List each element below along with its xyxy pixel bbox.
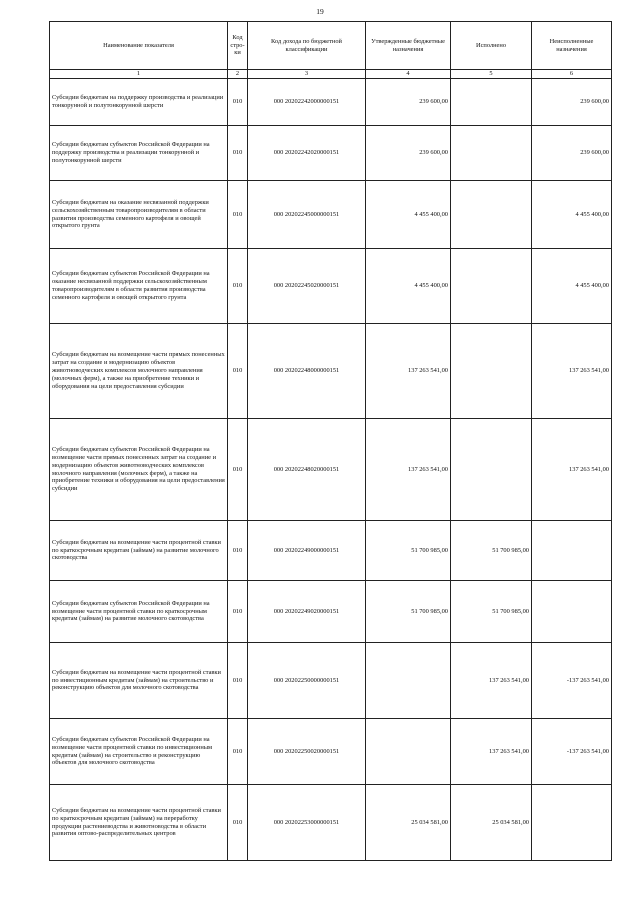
column-number-row (50, 70, 612, 79)
row-revenue-code: 000 20202249020000151 (248, 581, 366, 643)
row-approved (366, 719, 451, 785)
table-row (50, 181, 612, 249)
row-revenue-code: 000 20202253000000151 (248, 785, 366, 861)
table-row (50, 79, 612, 126)
row-unexecuted: 4 455 400,00 (532, 181, 612, 249)
table-row (50, 324, 612, 419)
row-line-code: 010 (228, 785, 248, 861)
row-executed (451, 79, 532, 126)
table-header-row (50, 22, 612, 70)
row-unexecuted (532, 581, 612, 643)
row-approved: 4 455 400,00 (366, 181, 451, 249)
row-unexecuted: 137 263 541,00 (532, 419, 612, 521)
column-number: 2 (228, 70, 248, 79)
row-revenue-code: 000 20202242000000151 (248, 79, 366, 126)
budget-execution-table (49, 21, 612, 861)
row-name: Субсидии бюджетам субъектов Российской Федерации на возмещение части процентной ставки по инвестиционным кредитам (займам) на строительство и реконструкцию объектов для молочного скотоводства (50, 719, 228, 785)
column-number: 4 (366, 70, 451, 79)
row-unexecuted: 4 455 400,00 (532, 249, 612, 324)
row-executed (451, 181, 532, 249)
row-approved (366, 643, 451, 719)
row-line-code: 010 (228, 181, 248, 249)
row-approved: 51 700 985,00 (366, 581, 451, 643)
column-number: 1 (50, 70, 228, 79)
row-approved: 51 700 985,00 (366, 521, 451, 581)
table-row (50, 581, 612, 643)
row-executed (451, 126, 532, 181)
row-executed: 25 034 581,00 (451, 785, 532, 861)
row-line-code: 010 (228, 419, 248, 521)
row-unexecuted: -137 263 541,00 (532, 719, 612, 785)
table-row (50, 643, 612, 719)
row-name: Субсидии бюджетам на возмещение части процентной ставки по краткосрочным кредитам (займам) на развитие молочного скотоводства (50, 521, 228, 581)
row-revenue-code: 000 20202250000000151 (248, 643, 366, 719)
row-executed (451, 419, 532, 521)
row-line-code: 010 (228, 719, 248, 785)
column-number: 6 (532, 70, 612, 79)
header-name: Наименование показателя (50, 22, 228, 70)
column-number: 3 (248, 70, 366, 79)
table-row (50, 249, 612, 324)
row-unexecuted: 137 263 541,00 (532, 324, 612, 419)
row-unexecuted: -137 263 541,00 (532, 643, 612, 719)
row-name: Субсидии бюджетам субъектов Российской Федерации на возмещение части процентной ставки по краткосрочным кредитам (займам) на развитие молочного скотоводства (50, 581, 228, 643)
row-name: Субсидии бюджетам субъектов Российской Федерации на оказание несвязанной поддержки сельскохозяйственным товаропроизводителям в области развития производства семенного картофеля и овощей открытого грунта (50, 249, 228, 324)
page-number: 19 (316, 7, 324, 16)
row-approved: 137 263 541,00 (366, 324, 451, 419)
row-approved: 239 600,00 (366, 126, 451, 181)
row-revenue-code: 000 20202250020000151 (248, 719, 366, 785)
row-unexecuted: 239 600,00 (532, 126, 612, 181)
row-line-code: 010 (228, 126, 248, 181)
row-executed: 137 263 541,00 (451, 643, 532, 719)
row-name: Субсидии бюджетам на возмещение части прямых понесенных затрат на создание и модернизацию объектов животноводческих комплексов молочного направления (молочных ферм), а также на приобретение техники и оборудования на цели предоставления субсидии (50, 324, 228, 419)
row-line-code: 010 (228, 643, 248, 719)
row-revenue-code: 000 20202242020000151 (248, 126, 366, 181)
table-row (50, 419, 612, 521)
row-approved: 239 600,00 (366, 79, 451, 126)
row-executed: 51 700 985,00 (451, 521, 532, 581)
row-name: Субсидии бюджетам на поддержку производства и реализации тонкорунной и полутонкорунной шерсти (50, 79, 228, 126)
row-revenue-code: 000 20202245000000151 (248, 181, 366, 249)
row-unexecuted (532, 785, 612, 861)
row-name: Субсидии бюджетам на оказание несвязанной поддержки сельскохозяйственным товаропроизводителям в области развития производства семенного картофеля и овощей открытого грунта (50, 181, 228, 249)
row-approved: 4 455 400,00 (366, 249, 451, 324)
row-line-code: 010 (228, 249, 248, 324)
header-line-code: Код стро-ки (228, 22, 248, 70)
row-name: Субсидии бюджетам субъектов Российской Федерации на поддержку производства и реализации тонкорунной и полутонкорунной шерсти (50, 126, 228, 181)
row-approved: 137 263 541,00 (366, 419, 451, 521)
column-number: 5 (451, 70, 532, 79)
row-line-code: 010 (228, 521, 248, 581)
row-unexecuted (532, 521, 612, 581)
row-revenue-code: 000 20202248020000151 (248, 419, 366, 521)
header-approved: Утвержденные бюджетные назначения (366, 22, 451, 70)
row-approved: 25 034 581,00 (366, 785, 451, 861)
row-name: Субсидии бюджетам субъектов Российской Федерации на возмещение части прямых понесенных затрат на создание и модернизацию объектов животноводческих комплексов молочного направления (молочных ферм), а также на приобретение техники и оборудования на цели предоставления субсидии (50, 419, 228, 521)
row-line-code: 010 (228, 79, 248, 126)
row-executed (451, 249, 532, 324)
row-name: Субсидии бюджетам на возмещение части процентной ставки по краткосрочным кредитам (займам) на переработку продукции растениеводства и животноводства в области развития оптово-распределительных центров (50, 785, 228, 861)
table-row (50, 719, 612, 785)
row-revenue-code: 000 20202248000000151 (248, 324, 366, 419)
row-executed: 137 263 541,00 (451, 719, 532, 785)
header-executed: Исполнено (451, 22, 532, 70)
row-line-code: 010 (228, 324, 248, 419)
row-revenue-code: 000 20202249000000151 (248, 521, 366, 581)
row-line-code: 010 (228, 581, 248, 643)
table-row (50, 521, 612, 581)
row-name: Субсидии бюджетам на возмещение части процентной ставки по инвестиционным кредитам (займам) на строительство и реконструкцию объектов для молочного скотоводства (50, 643, 228, 719)
row-executed: 51 700 985,00 (451, 581, 532, 643)
row-executed (451, 324, 532, 419)
table-row (50, 126, 612, 181)
row-unexecuted: 239 600,00 (532, 79, 612, 126)
row-revenue-code: 000 20202245020000151 (248, 249, 366, 324)
header-unexecuted: Неисполненные назначения (532, 22, 612, 70)
table-row (50, 785, 612, 861)
header-revenue-code: Код дохода по бюджетной классификации (248, 22, 366, 70)
